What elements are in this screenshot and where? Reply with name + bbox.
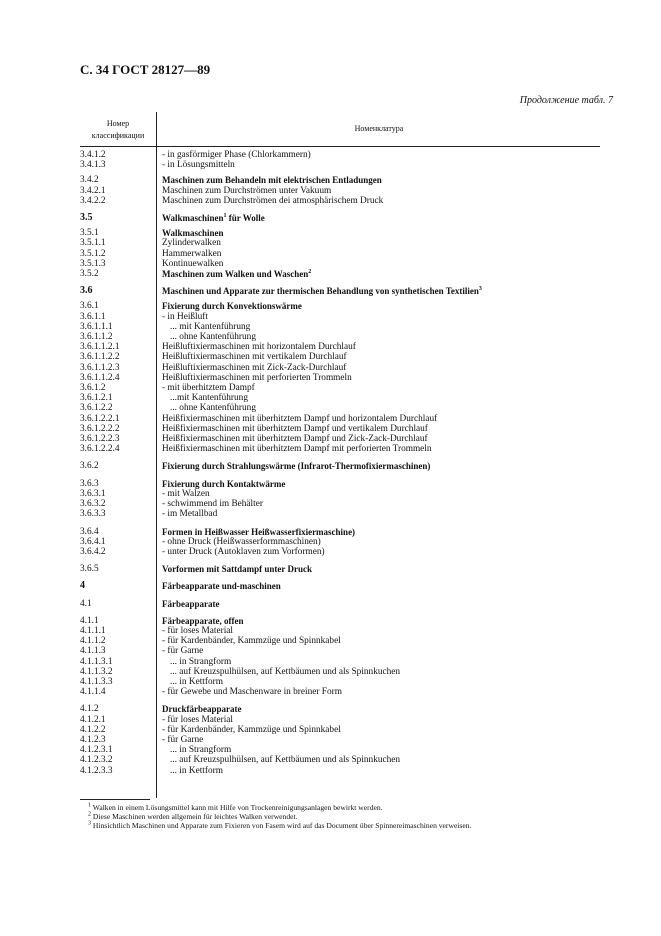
row-number: 4.1.2.3.1: [80, 745, 113, 756]
footnote-text: Diese Maschinen werden allgemein für leichtes Walken verwendet.: [92, 812, 298, 821]
table-row: [80, 196, 600, 206]
row-number: 4.1.2.1: [80, 714, 106, 725]
footnotes: [88, 803, 471, 830]
row-number: 3.6.5: [80, 564, 99, 575]
row-number: 3.6.1.2.2.3: [80, 434, 120, 445]
row-text: Walkmaschinen: [162, 228, 224, 239]
table-row: [80, 322, 600, 332]
table-row: [80, 735, 600, 745]
table-row: [80, 424, 600, 434]
table-continuation-label: Продолжение табл. 7: [519, 95, 613, 106]
row-text: ... ohne Kantenführung: [170, 332, 256, 343]
row-text: - für loses Material: [162, 714, 233, 725]
row-text-rest: für Wolle: [226, 213, 265, 224]
table-row: [80, 383, 600, 393]
row-text-main: Maschinen zum Walken und Waschen: [162, 269, 309, 280]
row-number: 4.1.2.3.2: [80, 755, 113, 766]
table-row: [80, 636, 600, 646]
row-text: - schwimmend im Behälter: [162, 499, 263, 510]
row-number: 3.5: [80, 212, 93, 224]
row-text: Hammerwalken: [162, 248, 222, 259]
row-number: 3.6.4.1: [80, 536, 106, 547]
row-text: Heißluftixiermaschinen mit vertikalem Durchlauf: [162, 352, 347, 363]
row-text: ... in Kettform: [170, 676, 223, 687]
table-row: [80, 312, 600, 322]
table-row: [80, 249, 600, 259]
row-text: - in Heißluft: [162, 311, 208, 322]
table-row: [80, 715, 600, 725]
row-number: 3.4.1.2: [80, 150, 106, 160]
row-text: Heißluftixiermaschinen mit perforierten Trommeln: [162, 372, 352, 383]
row-number: 4.1.1.3: [80, 646, 106, 657]
row-number: 3.6.1.1.2.4: [80, 372, 120, 383]
table-row: [80, 499, 600, 509]
footnote-mark: 2: [88, 811, 91, 818]
row-number: 3.6.4: [80, 526, 99, 537]
row-text: Formen in Heißwasser Heißwasserfixiermaschine): [162, 526, 356, 537]
footnote-text: Walken in einem Lösungsmittel kann mit Hilfe von Trockenreinigungsanlagen bewirkt werden.: [92, 803, 383, 812]
table-row: [80, 238, 600, 248]
row-text: - im Metallbad: [162, 509, 218, 520]
row-number: 3.4.1.3: [80, 160, 106, 171]
row-number: 4.1.1.1: [80, 625, 106, 636]
row-number: 3.6.3.2: [80, 499, 106, 510]
row-text: ... in Strangform: [170, 656, 232, 667]
table-row: [80, 616, 600, 626]
row-text: Heißluftixiermaschinen mit horizontalem Durchlauf: [162, 342, 356, 353]
table-row: [80, 704, 600, 714]
row-text: Druckfärbeapparate: [162, 704, 242, 715]
footnote-ref: 2: [308, 269, 312, 276]
row-text: ... in Kettform: [170, 765, 223, 776]
row-text: - mit Walzen: [162, 488, 210, 499]
table-row: [80, 175, 600, 185]
row-text: Heißfixiermaschinen mit überhitztem Dampf und vertikalem Durchlauf: [162, 423, 428, 434]
table-row: [80, 434, 600, 444]
row-number: 4.1: [80, 598, 92, 609]
footnote-mark: 1: [88, 802, 91, 809]
table-row: [80, 657, 600, 667]
row-text: ... in Strangform: [170, 745, 232, 756]
row-number: 3.6.1.2: [80, 383, 106, 394]
row-number: 4.1.2.2: [80, 724, 106, 735]
row-text: - in gasförmiger Phase (Chlorkammern): [162, 150, 311, 160]
nomenclature-column-header: Номенклатура: [354, 124, 404, 133]
table-row: [80, 414, 600, 424]
row-number: 3.6.1.1.1: [80, 321, 113, 332]
table-row: [80, 564, 600, 574]
row-number: 4.1.1.2: [80, 636, 106, 647]
table-row: [80, 755, 600, 765]
footnote-text: Hinsichtlich Maschinen und Apparate zum Fixieren von Fasem wird auf das Document über Spinnereimaschinen verweisen.: [92, 821, 472, 830]
footnote-ref: 1: [223, 213, 227, 220]
page-header: С. 34 ГОСТ 28127—89: [80, 62, 211, 77]
table-row: [80, 677, 600, 687]
row-number: 3.6.1.1.2.2: [80, 352, 120, 363]
table-row: [80, 259, 600, 269]
table-row: [80, 186, 600, 196]
row-text: Kontinuewalken: [162, 258, 224, 269]
table-row: [80, 150, 600, 160]
table-row: [80, 461, 600, 471]
row-text: - unter Druck (Autoklaven zum Vorformen): [162, 546, 325, 557]
table-row: [80, 373, 600, 383]
row-text: Heißluftixiermaschinen mit Zick-Zack-Durchlauf: [162, 362, 347, 373]
row-text-main: Maschinen und Apparate zur thermischen Behandlung von synthetischen Textilien: [162, 286, 479, 297]
row-number: 3.5.1.3: [80, 258, 106, 269]
table-header: [80, 112, 600, 147]
row-number: 3.6.1.1.2.1: [80, 342, 120, 353]
table-row: [80, 403, 600, 413]
table-row: [80, 332, 600, 342]
table-row: [80, 547, 600, 557]
row-text: Fixierung durch Strahlungswärme (Infrarot-Thermofixiermaschinen): [162, 461, 431, 472]
table-row: [80, 626, 600, 636]
row-text: - für Kardenbänder, Kammzüge und Spinnkabel: [162, 636, 341, 647]
row-text: - in Lösungsmitteln: [162, 160, 235, 171]
row-number: 3.6.3.1: [80, 488, 106, 499]
row-text: [162, 286, 600, 296]
footnote: [88, 812, 471, 821]
table-row: [80, 489, 600, 499]
table-row: [80, 667, 600, 677]
row-number: 3.6.4.2: [80, 546, 106, 557]
row-text: Färbeapparate und-maschinen: [162, 581, 281, 592]
row-number: 3.5.1: [80, 228, 99, 239]
row-text: Heißfixiermaschinen mit überhitztem Dampf und horizontalem Durchlauf: [162, 413, 438, 424]
row-text: Zylinderwalken: [162, 238, 221, 249]
table-row: [80, 213, 600, 223]
row-text: ... auf Kreuzspulhülsen, auf Kettbäumen und als Spinnkuchen: [170, 666, 401, 677]
footnote-mark: 3: [88, 820, 91, 827]
number-header-line1: Номер: [106, 119, 130, 128]
table-row: [80, 599, 600, 609]
row-text: Färbeapparate: [162, 598, 220, 609]
row-number: 3.6.1.2.1: [80, 393, 113, 404]
table-row: [80, 160, 600, 170]
table-row: [80, 444, 600, 454]
row-text: Fixierung durch Konvektionswärme: [162, 301, 302, 312]
table-row: [80, 228, 600, 238]
row-number: 4.1.1.3.2: [80, 666, 113, 677]
footnote: [88, 821, 471, 830]
footnote: [88, 803, 471, 812]
row-number: 3.6.1.2.2.1: [80, 413, 120, 424]
row-text: ... mit Kantenführung: [170, 321, 251, 332]
row-text: ... ohne Kantenführung: [170, 403, 256, 414]
table-row: [80, 766, 600, 776]
row-number: 4.1.1: [80, 615, 99, 626]
table-row: [80, 363, 600, 373]
table-row: [80, 509, 600, 519]
row-text: Maschinen zum Durchströmen dei atmosphärischem Druck: [162, 195, 384, 206]
table-row: [80, 537, 600, 547]
row-text: ...mit Kantenführung: [170, 393, 248, 404]
table-row: [80, 301, 600, 311]
table-row: [80, 393, 600, 403]
table-row: [80, 687, 600, 697]
row-text: - mit überhitztem Dampf: [162, 383, 255, 394]
row-number: 3.6.3.3: [80, 509, 106, 520]
row-number: 3.4.2.2: [80, 195, 106, 206]
row-number: 3.6.1.1.2: [80, 332, 113, 343]
row-text: [162, 269, 600, 279]
table-row: [80, 352, 600, 362]
row-number: 3.5.1.2: [80, 248, 106, 259]
table-row: [80, 646, 600, 656]
number-header-line2: классификации: [91, 131, 145, 140]
row-text: Fixierung durch Kontaktwärme: [162, 478, 286, 489]
row-number: 4.1.2.3: [80, 734, 106, 745]
table-row: [80, 745, 600, 755]
row-number: 4: [80, 580, 85, 592]
row-number: 4.1.1.4: [80, 687, 106, 698]
row-number: 4.1.1.3.1: [80, 656, 113, 667]
row-text: - für Garne: [162, 646, 204, 657]
row-number: 4.1.2.3.3: [80, 765, 113, 776]
row-text: Heißfixiermaschinen mit überhitztem Dampf und Zick-Zack-Durchlauf: [162, 434, 428, 445]
row-number: 3.6.1: [80, 301, 99, 312]
row-number: 3.6.1.2.2.2: [80, 423, 120, 434]
row-number: 3.5.1.1: [80, 238, 106, 249]
table-row: [80, 527, 600, 537]
row-text: - für Garne: [162, 734, 204, 745]
row-text: ... auf Kreuzspulhülsen, auf Kettbäumen und als Spinnkuchen: [170, 755, 401, 766]
row-text: Vorformen mit Sattdampf unter Druck: [162, 564, 312, 575]
row-text: Heißfixiermaschinen mit überhitztem Dampf mit perforierten Trommeln: [162, 444, 432, 455]
row-text: Maschinen zum Durchströmen unter Vakuum: [162, 185, 332, 196]
table-row: [80, 286, 600, 296]
row-number: 3.4.2.1: [80, 185, 106, 196]
row-number: 4.1.1.3.3: [80, 676, 113, 687]
row-text-main: Walkmaschinen: [162, 213, 224, 224]
row-number: 3.6.2: [80, 461, 99, 472]
row-number: 3.6.3: [80, 478, 99, 489]
row-text: Färbeapparate, offen: [162, 615, 244, 626]
table-row: [80, 269, 600, 279]
row-text: - ohne Druck (Heißwasserformmaschinen): [162, 536, 321, 547]
row-text: - für Kardenbänder, Kammzüge und Spinnkabel: [162, 724, 341, 735]
row-text: [162, 213, 600, 223]
row-text: Maschinen zum Behandeln mit elektrischen Entladungen: [162, 175, 382, 186]
footnote-separator: [80, 799, 150, 800]
row-number: 3.6.1.1.2.3: [80, 362, 120, 373]
row-number: 3.6.1.2.2.4: [80, 444, 120, 455]
row-number: 3.6.1.1: [80, 311, 106, 322]
table-body: [80, 150, 600, 776]
row-text: - für Gewebe und Maschenware in breiner Form: [162, 687, 342, 698]
table-row: [80, 342, 600, 352]
table-row: [80, 725, 600, 735]
row-number: 3.4.2: [80, 175, 99, 186]
row-text: - für loses Material: [162, 625, 233, 636]
table-row: [80, 479, 600, 489]
row-number: 4.1.2: [80, 704, 99, 715]
row-number: 3.5.2: [80, 269, 99, 280]
row-number: 3.6: [80, 285, 93, 297]
table-row: [80, 581, 600, 591]
row-number: 3.6.1.2.2: [80, 403, 113, 414]
number-column-header: [80, 118, 156, 142]
footnote-ref: 3: [478, 286, 482, 293]
